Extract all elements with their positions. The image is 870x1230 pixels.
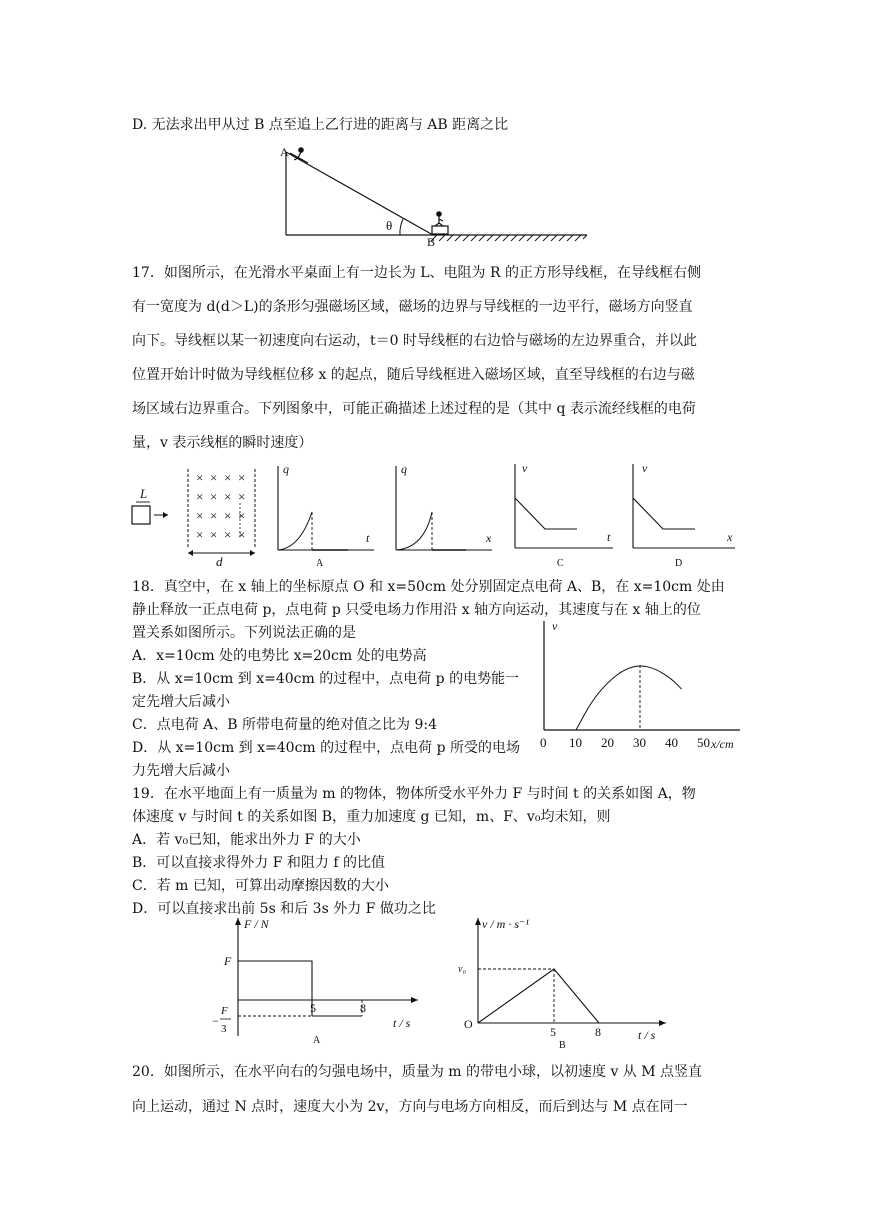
q17-graph-b xyxy=(386,462,501,572)
q17-line6: 量，v 表示线框的瞬时速度） xyxy=(132,435,313,451)
svg-text:×: × xyxy=(210,470,218,485)
q19-graph-b xyxy=(452,912,672,1052)
q18-tick-label: 50 xyxy=(697,735,710,750)
q19a-xlabel: t / s xyxy=(393,1016,411,1030)
q17-setup-figure xyxy=(128,465,268,570)
q18-line1: 18．真空中，在 x 轴上的坐标原点 O 和 x=50cm 处分别固定点电荷 A、B，在 x=10cm 处由 xyxy=(132,579,725,595)
q19a-frac-num: F xyxy=(221,1005,228,1017)
svg-text:×: × xyxy=(238,489,246,504)
label-theta: θ xyxy=(386,218,393,233)
svg-text:×: × xyxy=(238,508,246,523)
q18-velocity-curve xyxy=(576,666,682,730)
q18-option-d2: 力先增大后减小 xyxy=(132,763,230,779)
q19-option-a: A．若 v₀已知，能求出外力 F 的大小 xyxy=(132,832,361,848)
graph-c-letter: C xyxy=(557,558,564,569)
q16-option-d: D. 无法求出甲从过 B 点至追上乙行进的距离与 AB 距离之比 xyxy=(132,117,509,133)
q17-graph-c xyxy=(505,458,620,572)
q19-option-d: D．可以直接求出前 5s 和后 3s 外力 F 做功之比 xyxy=(132,901,436,917)
q18-tick-label: 0 xyxy=(540,735,547,750)
q19b-tick5: 5 xyxy=(550,1025,556,1039)
graph-a-xlabel: t xyxy=(366,531,370,545)
svg-text:×: × xyxy=(238,470,246,485)
q19b-v0: v₀ xyxy=(458,964,466,975)
svg-text:×: × xyxy=(210,489,218,504)
svg-text:×: × xyxy=(196,527,204,542)
q19-line1: 19．在水平地面上有一质量为 m 的物体，物体所受水平外力 F 与时间 t 的关系如图 A，物 xyxy=(132,786,696,802)
q19b-xlabel: t / s xyxy=(638,1028,656,1042)
q18-option-d1: D．从 x=10cm 到 x=40cm 的过程中，点电荷 p 所受的电场 xyxy=(132,740,520,756)
q17-line5: 场区域右边界重合。下列图象中，可能正确描述上述过程的是（其中 q 表示流经线框的电荷 xyxy=(132,401,696,417)
q19b-tick8: 8 xyxy=(595,1025,601,1039)
q18-tick-label: 30 xyxy=(633,735,646,750)
q18-option-c: C．点电荷 A、B 所带电荷量的绝对值之比为 9:4 xyxy=(132,717,437,733)
svg-text:×: × xyxy=(224,489,232,504)
q19-option-b: B．可以直接求得外力 F 和阻力 f 的比值 xyxy=(132,855,385,871)
graph-a-letter: A xyxy=(316,558,324,569)
q18-tick-label: 40 xyxy=(665,735,678,750)
svg-text:×: × xyxy=(210,508,218,523)
q19-line2: 体速度 v 与时间 t 的关系如图 B，重力加速度 g 已知，m、F、v₀均未知，则 xyxy=(132,809,611,825)
q19a-ylabel: F / N xyxy=(244,917,269,931)
svg-text:×: × xyxy=(210,527,218,542)
q17-graph-a xyxy=(268,462,383,572)
svg-text:×: × xyxy=(196,470,204,485)
graph-a-ylabel: q xyxy=(283,462,289,476)
q18-option-b2: 定先增大后减小 xyxy=(132,694,230,710)
q20-line1: 20．如图所示，在水平向右的匀强电场中，质量为 m 的带电小球，以初速度 v 从 M 点竖直 xyxy=(132,1064,703,1080)
q18-line3: 置关系如图所示。下列说法正确的是 xyxy=(132,625,356,641)
skier-b-icon xyxy=(432,212,448,234)
svg-text:×: × xyxy=(224,527,232,542)
q19a-F: F xyxy=(224,954,232,968)
svg-text:×: × xyxy=(224,508,232,523)
q19-option-c: C．若 m 已知，可算出动摩擦因数的大小 xyxy=(132,878,389,894)
square-frame xyxy=(132,506,150,524)
q17-line1: 17．如图所示，在光滑水平桌面上有一边长为 L、电阻为 R 的正方形导线框，在导线框右侧 xyxy=(132,265,702,281)
graph-b-ylabel: q xyxy=(401,462,407,476)
q19a-frac-den: 3 xyxy=(221,1023,227,1035)
svg-text:×: × xyxy=(238,527,246,542)
graph-b-xlabel: x xyxy=(486,531,492,545)
q19a-letter: A xyxy=(313,1035,321,1046)
label-d: d xyxy=(216,554,223,569)
q18-ylabel: v xyxy=(552,619,558,633)
label-b: B xyxy=(427,235,436,249)
q19b-letter: B xyxy=(559,1040,566,1051)
q18-tick-label: 20 xyxy=(601,735,614,750)
svg-text:×: × xyxy=(196,508,204,523)
q17-line4: 位置开始计时做为导线框位移 x 的起点，随后导线框进入磁场区域，直至导线框的右边与磁 xyxy=(132,367,695,383)
graph-d-ylabel: v xyxy=(642,461,648,475)
q18-velocity-chart xyxy=(530,615,750,755)
q18-option-a: A．x=10cm 处的电势比 x=20cm 处的电势高 xyxy=(132,648,427,664)
q19a-neg-sign: − xyxy=(212,1014,219,1028)
q18-option-b1: B．从 x=10cm 到 x=40cm 的过程中，点电荷 p 的电势能一 xyxy=(132,671,520,687)
svg-text:×: × xyxy=(224,470,232,485)
q18-line2: 静止释放一正点电荷 p，点电荷 p 只受电场力作用沿 x 轴方向运动，其速度与在 x 轴上的位 xyxy=(132,602,701,618)
magnetic-field-crosses xyxy=(196,470,245,542)
label-L: L xyxy=(140,486,148,501)
q17-line3: 向下。导线框以某一初速度向右运动，t＝0 时导线框的右边恰与磁场的左边界重合，并以此 xyxy=(132,333,697,349)
q20-line2: 向上运动，通过 N 点时，速度大小为 2v，方向与电场方向相反，而后到达与 M 点在同一 xyxy=(132,1099,688,1115)
q19a-tick5: 5 xyxy=(310,1001,316,1015)
q19b-ylabel: v / m · s⁻¹ xyxy=(482,917,529,931)
graph-d-xlabel: x xyxy=(727,530,733,544)
label-a: A xyxy=(280,145,289,159)
q19-graph-a xyxy=(210,912,425,1052)
q18-xlabel: x/cm xyxy=(711,737,734,751)
svg-text:×: × xyxy=(196,489,204,504)
q19a-tick8: 8 xyxy=(360,1001,366,1015)
q18-tick-label: 10 xyxy=(569,735,582,750)
graph-c-ylabel: v xyxy=(522,461,528,475)
q19b-origin: O xyxy=(464,1017,473,1031)
incline-figure xyxy=(275,140,595,250)
q17-graph-d xyxy=(623,458,743,572)
graph-c-xlabel: t xyxy=(607,530,611,544)
graph-d-letter: D xyxy=(675,558,683,569)
q17-line2: 有一宽度为 d(d＞L)的条形匀强磁场区域，磁场的边界与导线框的一边平行，磁场方向竖直 xyxy=(132,299,693,315)
